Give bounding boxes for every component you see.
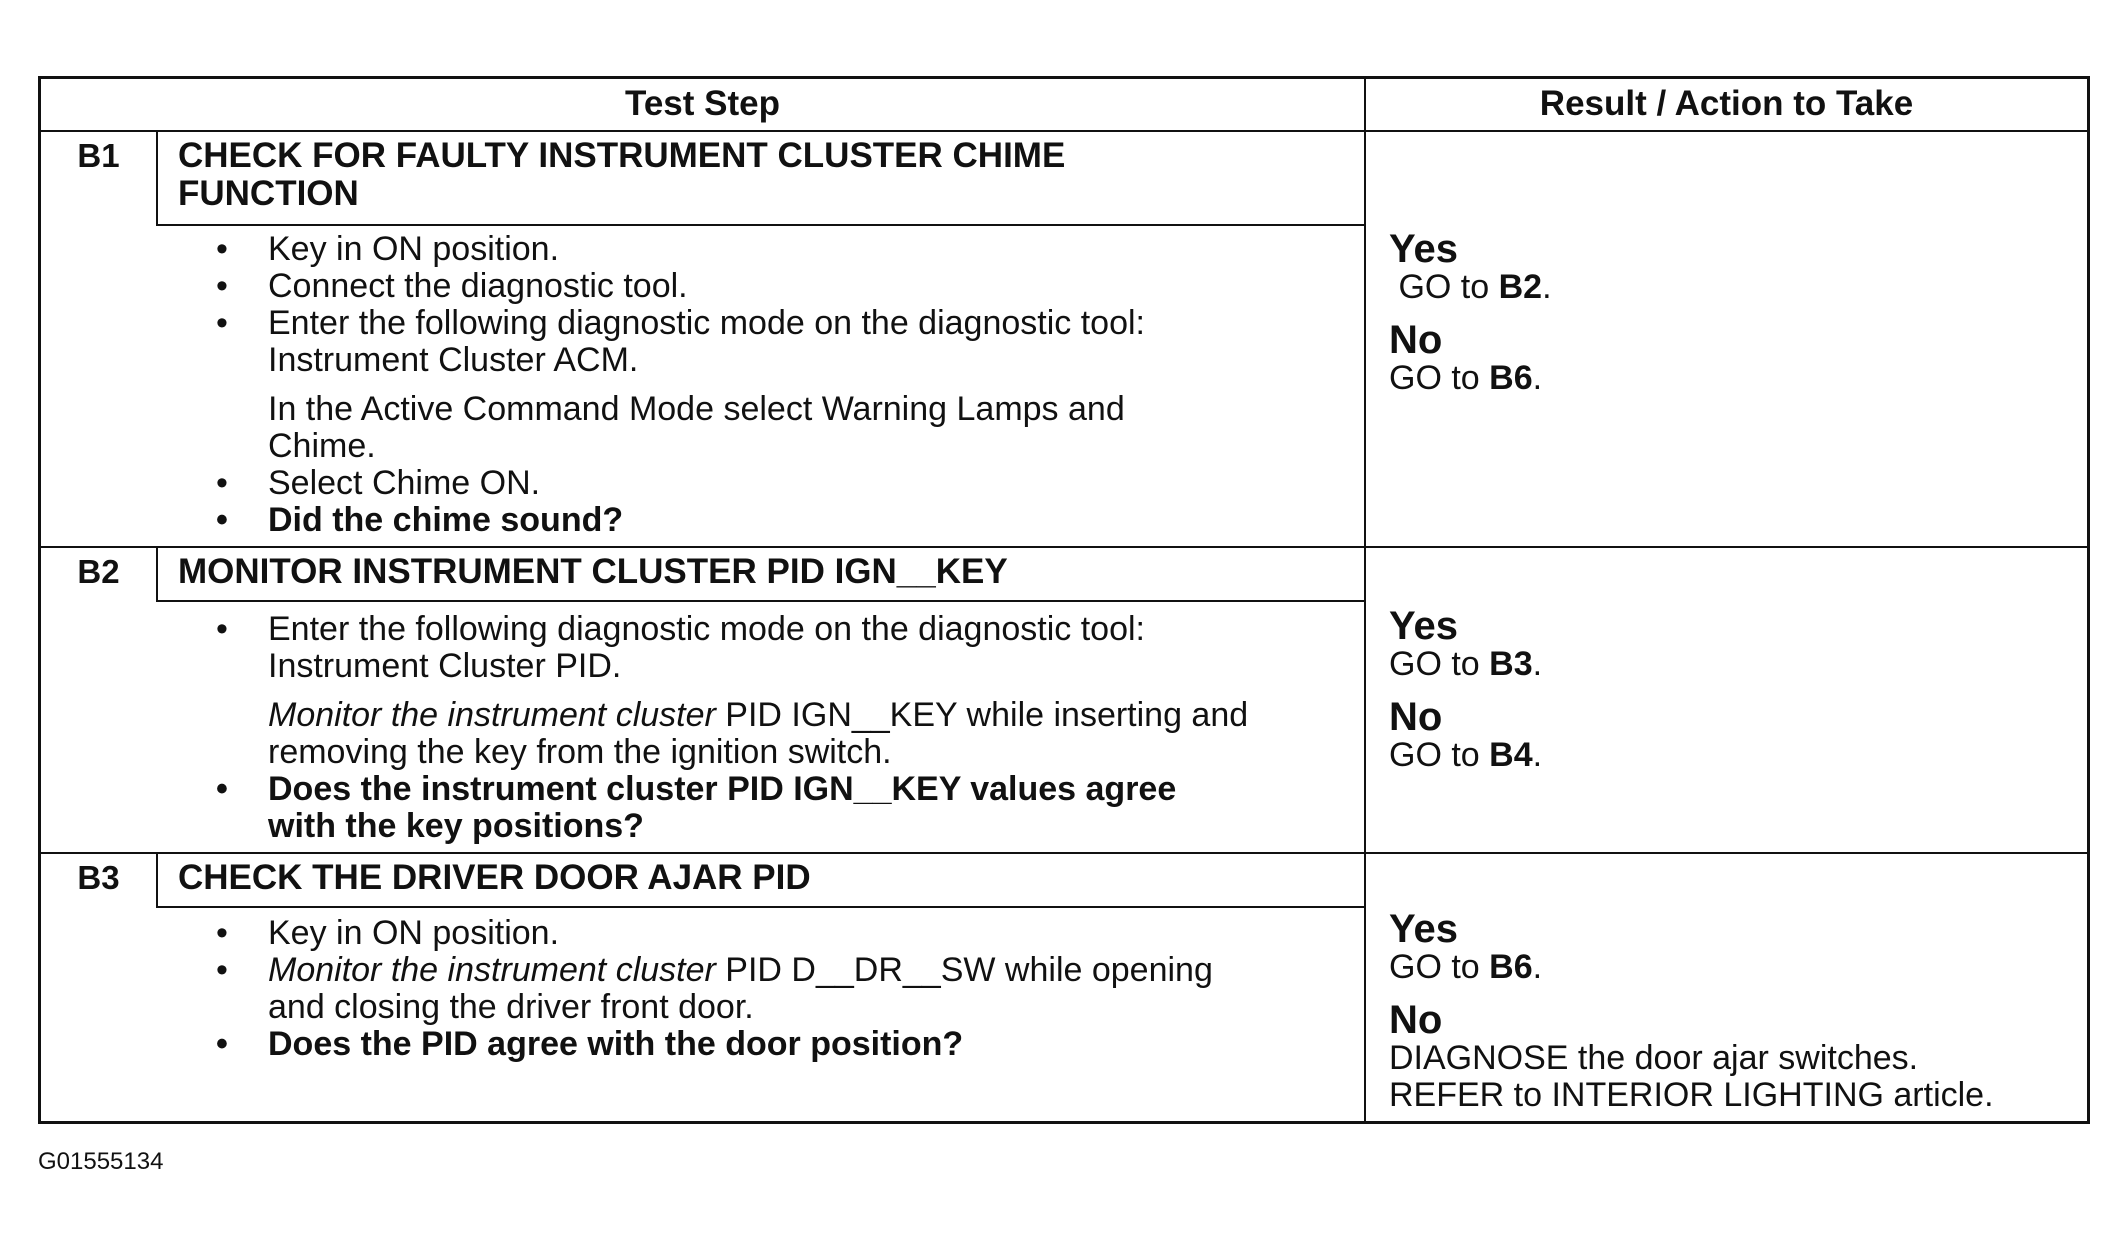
result-header: Result / Action to Take (1539, 84, 1914, 123)
list-note: In the Active Command Mode select Warning Lamps and Chime. (268, 390, 1125, 465)
b1-title-divider (156, 224, 1364, 226)
list-item: • Monitor the instrument cluster PID D__DR__SW while opening and closing the driver front door. (216, 951, 1213, 1026)
no-action: GO to B4. (1389, 736, 1543, 774)
list-item: • Key in ON position. (216, 230, 560, 268)
b2-number-divider (156, 546, 158, 601)
list-item: • Enter the following diagnostic mode on the diagnostic tool: Instrument Cluster PID. (216, 610, 1145, 685)
yes-label: Yes (1389, 604, 1458, 648)
step-b2-instructions (176, 611, 1386, 845)
step-b2-number: B2 (77, 553, 120, 590)
step-b3-title: CHECK THE DRIVER DOOR AJAR PID (178, 858, 811, 897)
no-label: No (1389, 998, 1443, 1042)
b3-number-divider (156, 852, 158, 907)
list-note: Monitor the instrument cluster PID IGN__KEY while inserting and removing the key from the ignition switch. (268, 696, 1249, 771)
list-item: • Key in ON position. (216, 914, 560, 952)
yes-label: Yes (1389, 907, 1458, 951)
b2-title-divider (156, 600, 1364, 602)
diagnostic-table (38, 76, 2090, 1124)
no-action: GO to B6. (1389, 359, 1543, 397)
step-b2-result (1389, 606, 2079, 774)
no-action: DIAGNOSE the door ajar switches. REFER to INTERIOR LIGHTING article. (1389, 1039, 1994, 1114)
b3-title-divider (156, 906, 1364, 908)
list-item-question: • Did the chime sound? (216, 501, 624, 539)
no-label: No (1389, 318, 1443, 362)
list-item-question: • Does the instrument cluster PID IGN__KEY values agree with the key positions? (216, 770, 1177, 845)
yes-action: GO to B2. (1398, 268, 1552, 306)
step-b1-instructions (176, 231, 1386, 539)
no-label: No (1389, 695, 1443, 739)
list-item-question: • Does the PID agree with the door position? (216, 1025, 964, 1063)
yes-label: Yes (1389, 227, 1458, 271)
list-item: • Connect the diagnostic tool. (216, 267, 688, 305)
step-b3-instructions (176, 915, 1386, 1063)
test-step-header: Test Step (625, 84, 780, 123)
b1-row-divider (41, 546, 2087, 548)
step-b2-title: MONITOR INSTRUMENT CLUSTER PID IGN__KEY (178, 552, 1008, 591)
step-b1-title: CHECK FOR FAULTY INSTRUMENT CLUSTER CHIME FUNCTION (178, 136, 1066, 213)
b2-row-divider (41, 852, 2087, 854)
list-item: • Select Chime ON. (216, 464, 541, 502)
step-b3-result (1389, 909, 2079, 1114)
header-divider (41, 130, 2087, 132)
step-b1-number: B1 (77, 137, 120, 174)
list-item: • Enter the following diagnostic mode on the diagnostic tool: Instrument Cluster ACM. (216, 304, 1145, 379)
b1-number-divider (156, 130, 158, 225)
yes-action: GO to B3. (1389, 645, 1543, 683)
step-b3-number: B3 (77, 859, 120, 896)
figure-id: G01555134 (38, 1148, 164, 1175)
step-b1-result (1389, 229, 2079, 397)
yes-action: GO to B6. (1389, 948, 1543, 986)
